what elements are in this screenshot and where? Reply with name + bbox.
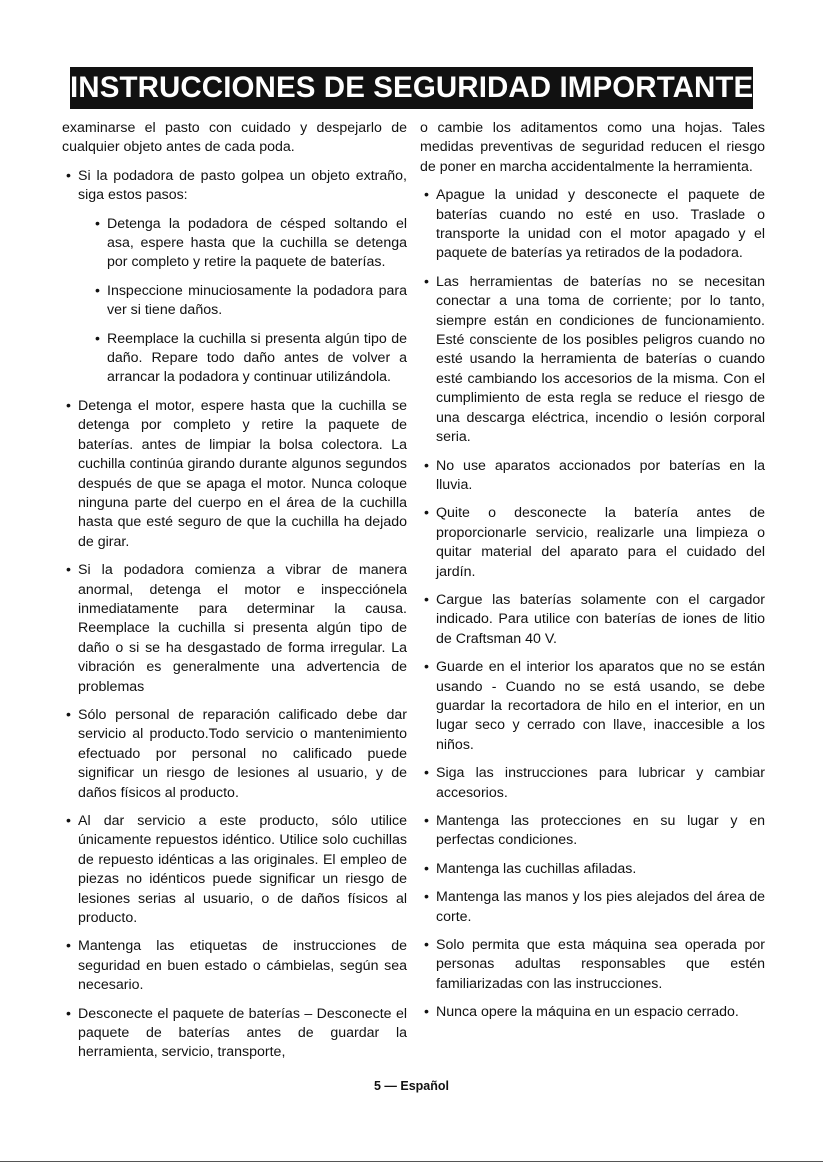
list-item-text: Mantenga las etiquetas de instrucciones de seguridad en buen estado o cámbielas, según sea necesario. <box>78 938 407 994</box>
bullet-icon: • <box>424 937 429 954</box>
list-item-text: No use aparatos accionados por baterías en la lluvia. <box>436 457 765 493</box>
bullet-icon: • <box>95 282 100 299</box>
list-item-text: Las herramientas de baterías no se necesitan conectar a una toma de corriente; por lo tanto, siempre están en condiciones de funcionamiento. Esté consciente de los posibles peligros cuando no esté usando la herramienta de baterías o cuando esté cambiando los accesorios de la misma. Con el cumplimiento de esta regla se reduce el riesgo de una descarga eléctrica, incendio o lesión corporal seria. <box>436 273 765 446</box>
list-item <box>62 937 407 995</box>
bullet-icon: • <box>424 273 429 290</box>
bullet-icon: • <box>424 505 429 522</box>
bullet-icon: • <box>66 1005 71 1022</box>
bullet-icon: • <box>66 938 71 955</box>
list-item-text: Detenga el motor, espere hasta que la cuchilla se detenga por completo y retire la paquete de baterías. antes de limpiar la bolsa colectora. La cuchilla continúa girando durante algunos segundos después de que se apaga el motor. Nunca coloque ninguna parte del cuerpo en el área de la cuchilla hasta que esté seguro de que la cuchilla ha dejado de girar. <box>78 397 407 550</box>
bottom-divider <box>0 1161 823 1162</box>
bullet-icon: • <box>66 167 71 184</box>
list-item <box>420 936 765 994</box>
bullet-icon: • <box>95 330 100 347</box>
list-item-text: Mantenga las cuchillas afiladas. <box>436 860 637 877</box>
list-item <box>420 658 765 755</box>
list-item <box>420 457 765 496</box>
list-item-text: Al dar servicio a este producto, sólo utilice únicamente repuestos idéntico. Utilice solo cuchillas de repuesto idénticas a las originales. El empleo de piezas no idénticos puede significar un riesgo de lesiones serias al usuario, o de daños físicos al producto. <box>78 813 407 927</box>
list-item-text: Mantenga las manos y los pies alejados del área de corte. <box>436 889 765 925</box>
bullet-icon: • <box>424 591 429 608</box>
sub-list-item <box>62 282 407 321</box>
list-item-text: Siga las instrucciones para lubricar y cambiar accesorios. <box>436 765 765 801</box>
list-item <box>420 1003 765 1022</box>
list-item <box>420 860 765 879</box>
right-intro-text: o cambie los aditamentos como una hojas. Tales medidas preventivas de seguridad reducen el riesgo de poner en marcha accidentalmente la herramienta. <box>420 120 765 175</box>
list-item <box>62 1005 407 1063</box>
right-column <box>420 119 765 1032</box>
page-title-banner: INSTRUCCIONES DE SEGURIDAD IMPORTANTES <box>70 67 753 109</box>
list-item-text: Apague la unidad y desconecte el paquete de baterías cuando no esté en uso. Traslade o transporte la unidad con el motor apagado y el paquete de baterías ya retirados de la podadora. <box>436 187 765 262</box>
page-number: 5 — Español <box>373 1079 450 1093</box>
bullet-icon: • <box>66 813 71 829</box>
bullet-icon: • <box>424 659 429 676</box>
sub-list-item <box>62 330 407 388</box>
list-item-text: Solo permita que esta máquina sea operada por personas adultas responsables que estén familiarizadas con las instrucciones. <box>436 937 765 992</box>
left-column <box>62 119 407 1072</box>
list-item <box>62 561 407 697</box>
list-item-text: Si la podadora comienza a vibrar de manera anormal, detenga el motor e inspecciónela inmediatamente para determinar la causa. Reemplace la cuchilla si presenta algún tipo de daño o si se ha desgastado de forma irregular. La vibración es generalmente una advertencia de problemas <box>78 562 407 695</box>
list-item <box>62 397 407 552</box>
list-item <box>420 273 765 448</box>
bullet-icon: • <box>424 457 429 474</box>
bullet-icon: • <box>424 1004 429 1021</box>
bullet-icon: • <box>424 889 429 906</box>
list-item <box>420 764 765 803</box>
list-item <box>420 812 765 851</box>
list-item-text: Quite o desconecte la batería antes de proporcionarle servicio, realizarle una limpieza o quitar material del aparato para el cuidado del jardín. <box>436 505 765 580</box>
list-item <box>420 888 765 927</box>
list-item <box>420 591 765 649</box>
bullet-icon: • <box>424 860 429 877</box>
list-item <box>62 706 407 803</box>
sub-list-item-text: Detenga la podadora de césped soltando el asa, espere hasta que la cuchilla se detenga por completo y retire la paquete de baterías. <box>107 215 407 271</box>
list-item-text: Mantenga las protecciones en su lugar y en perfectas condiciones. <box>436 813 765 849</box>
bullet-icon: • <box>66 706 71 723</box>
bullet-icon: • <box>66 562 71 579</box>
bullet-icon: • <box>424 187 429 204</box>
sub-list-item-text: Inspeccione minuciosamente la podadora para ver si tiene daños. <box>107 282 407 319</box>
list-item <box>420 504 765 582</box>
bullet-icon: • <box>95 215 100 232</box>
bullet-icon: • <box>424 813 429 829</box>
bullet-icon: • <box>66 397 71 414</box>
list-item-text: Guarde en el interior los aparatos que no se están usando - Cuando no se está usando, se debe guardar la recortadora de hilo en el interior, en un lugar seco y cerrado con llave, inaccesible a los niños. <box>436 659 765 753</box>
list-item-text: Cargue las baterías solamente con el cargador indicado. Para utilice con baterías de iones de litio de Craftsman 40 V. <box>436 591 765 647</box>
left-intro-text: examinarse el pasto con cuidado y despejarlo de cualquier objeto antes de cada poda. <box>62 120 407 156</box>
sub-list-item <box>62 215 407 273</box>
list-item-text: Sólo personal de reparación calificado debe dar servicio al producto.Todo servicio o mantenimiento efectuado por personal no calificado puede significar un riesgo de lesiones al usuario, y de daños físicos al producto. <box>78 706 407 801</box>
list-item <box>62 167 407 206</box>
list-item-text: Nunca opere la máquina en un espacio cerrado. <box>436 1004 739 1021</box>
list-item <box>420 186 765 264</box>
list-item-text: Desconecte el paquete de baterías – Desconecte el paquete de baterías antes de guardar la herramienta, servicio, transporte, <box>78 1005 407 1061</box>
list-item-text: Si la podadora de pasto golpea un objeto extraño, siga estos pasos: <box>78 167 407 204</box>
sub-list-item-text: Reemplace la cuchilla si presenta algún tipo de daño. Repare todo daño antes de volver a arrancar la podadora y continuar utilizándola. <box>107 330 407 386</box>
list-item <box>62 812 407 928</box>
bullet-icon: • <box>424 765 429 782</box>
